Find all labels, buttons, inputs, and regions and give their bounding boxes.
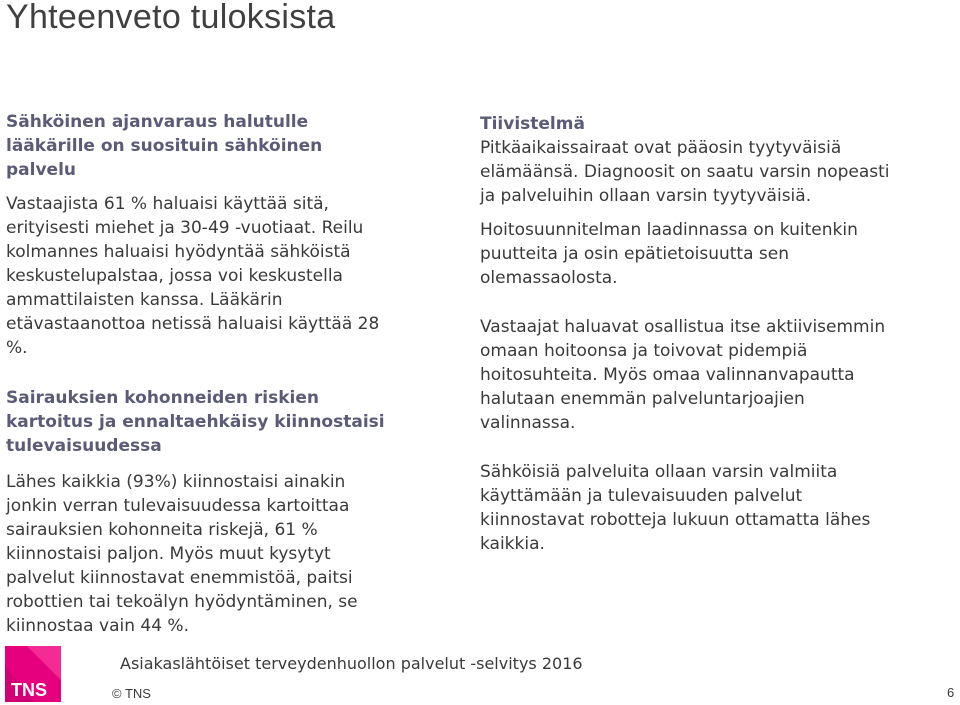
- body-line: Pitkäaikaissairaat ovat pääosin tyytyväisiä: [480, 138, 842, 158]
- body-line: Sähköisiä palveluita ollaan varsin valmiita: [480, 462, 838, 482]
- body-line: sairauksien kohonneita riskejä, 61 %: [6, 520, 318, 540]
- body-line: valinnassa.: [480, 413, 576, 433]
- heading-line: Sähköinen ajanvaraus halutulle: [6, 112, 309, 132]
- body-line: keskustelupalstaa, jossa voi keskustella: [6, 266, 343, 286]
- section-heading-electronic-booking: [6, 110, 456, 182]
- heading-line: palvelu: [6, 160, 77, 180]
- body-line: kiinnostaisi paljon. Myös muut kysytyt: [6, 544, 331, 564]
- body-line: palvelut kiinnostavat enemmistöä, paitsi: [6, 568, 353, 588]
- heading-line: kartoitus ja ennaltaehkäisy kiinnostaisi: [6, 412, 385, 432]
- tns-logo-text: TNS: [11, 680, 47, 700]
- body-line: robottien tai tekoälyn hyödyntäminen, se: [6, 592, 358, 612]
- body-line: Vastaajat haluavat osallistua itse aktiivisemmin: [480, 317, 886, 337]
- section-heading-risk-screening: [6, 386, 456, 458]
- body-line: Vastaajista 61 % haluaisi käyttää sitä,: [6, 194, 329, 214]
- body-line: omaan hoitoonsa ja toivovat pidempiä: [480, 341, 808, 361]
- summary-paragraph-3: [480, 315, 950, 435]
- left-column: [6, 110, 456, 638]
- report-title: Asiakaslähtöiset terveydenhuollon palvelut -selvitys 2016: [120, 654, 583, 673]
- right-column-summary: [480, 112, 950, 556]
- summary-paragraph-1: [480, 136, 950, 208]
- body-line: käyttämään ja tulevaisuuden palvelut: [480, 486, 803, 506]
- body-line: halutaan enemmän palveluntarjoajien: [480, 389, 805, 409]
- body-line: Hoitosuunnitelman laadinnassa on kuitenkin: [480, 220, 858, 240]
- body-line: ammattilaisten kanssa. Lääkärin: [6, 290, 283, 310]
- page-number: 6: [947, 685, 955, 700]
- body-line: olemassaolosta.: [480, 268, 618, 288]
- section-body-electronic-booking: [6, 192, 456, 360]
- body-line: %.: [6, 338, 28, 358]
- body-line: etävastaanottoa netissä haluaisi käyttää 28: [6, 314, 380, 334]
- tns-logo: [5, 646, 61, 702]
- body-line: kiinnostaa vain 44 %.: [6, 616, 189, 636]
- summary-paragraph-4: [480, 460, 950, 556]
- body-line: hoitosuhteita. Myös omaa valinnanvapautta: [480, 365, 855, 385]
- body-line: Lähes kaikkia (93%) kiinnostaisi ainakin: [6, 472, 346, 492]
- heading-line: tulevaisuudessa: [6, 436, 162, 456]
- summary-heading: Tiivistelmä: [480, 114, 585, 134]
- section-body-risk-screening: [6, 470, 456, 638]
- body-line: elämäänsä. Diagnoosit on saatu varsin nopeasti: [480, 162, 890, 182]
- copyright-notice: © TNS: [112, 686, 151, 701]
- body-line: jonkin verran tulevaisuudessa kartoittaa: [6, 496, 350, 516]
- summary-paragraph-2: [480, 218, 950, 290]
- heading-line: Sairauksien kohonneiden riskien: [6, 388, 319, 408]
- heading-line: lääkärille on suosituin sähköinen: [6, 136, 323, 156]
- page-title: Yhteenveto tuloksista: [6, 0, 336, 36]
- body-line: kiinnostavat robotteja lukuun ottamatta lähes: [480, 510, 871, 530]
- body-line: ja palveluihin ollaan varsin tyytyväisiä.: [480, 186, 812, 206]
- body-line: erityisesti miehet ja 30-49 -vuotiaat. Reilu: [6, 218, 364, 238]
- body-line: puutteita ja osin epätietoisuutta sen: [480, 244, 789, 264]
- body-line: kolmannes haluaisi hyödyntää sähköistä: [6, 242, 351, 262]
- body-line: kaikkia.: [480, 534, 545, 554]
